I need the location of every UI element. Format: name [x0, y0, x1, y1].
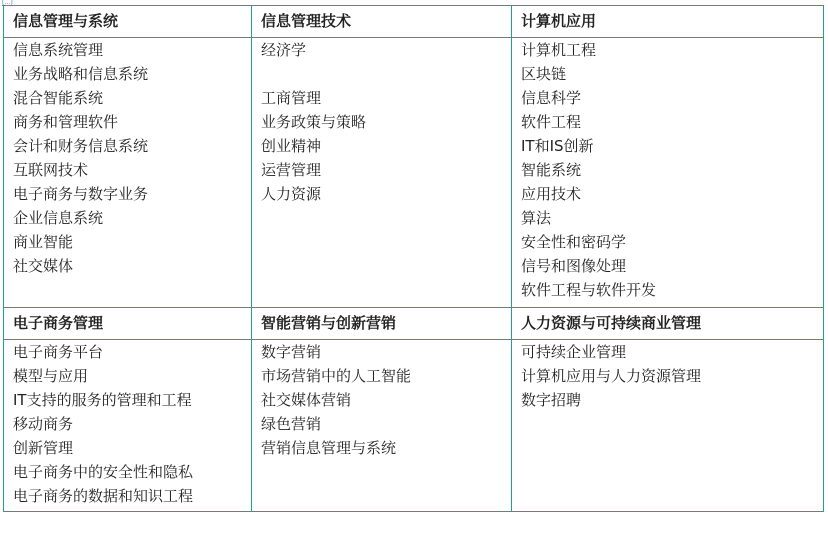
topic-item: 算法: [521, 209, 552, 227]
topic-item: 人力资源: [261, 185, 322, 203]
topic-item: 电子商务中的安全性和隐私: [13, 463, 194, 481]
topics-table: [3, 5, 824, 512]
topic-item: 创新管理: [13, 439, 74, 457]
topic-item: 电子商务平台: [13, 343, 104, 361]
column-header: 智能营销与创新营销: [252, 308, 512, 340]
topic-item: 信号和图像处理: [521, 257, 627, 275]
topic-item: 安全性和密码学: [521, 233, 627, 251]
corner-link-mark[interactable]: […]: [2, 0, 13, 6]
topic-item: 社交媒体营销: [261, 391, 352, 409]
topic-item: 智能系统: [521, 161, 582, 179]
topic-item: 工商管理: [261, 89, 322, 107]
topic-item: 计算机工程: [521, 41, 597, 59]
topic-item: 业务战略和信息系统: [13, 65, 149, 83]
column-header: 电子商务管理: [4, 308, 252, 340]
topic-item: 数字招聘: [521, 391, 582, 409]
topic-item: 软件工程: [521, 113, 582, 131]
topic-item: 计算机应用与人力资源管理: [521, 367, 702, 385]
topic-list: [252, 38, 512, 308]
column-header: 人力资源与可持续商业管理: [512, 308, 824, 340]
topic-item: 信息科学: [521, 89, 582, 107]
topic-item: 互联网技术: [13, 161, 89, 179]
topic-item: 营销信息管理与系统: [261, 439, 397, 457]
topic-item: 商务和管理软件: [13, 113, 119, 131]
topic-item: 业务政策与策略: [261, 113, 367, 131]
header-row-1: [4, 6, 824, 38]
topic-list: [4, 340, 252, 512]
topic-list: [512, 340, 824, 512]
topic-item: 模型与应用: [13, 367, 89, 385]
topic-item: IT和IS创新: [521, 137, 594, 155]
body-row-2: [4, 340, 824, 512]
topic-list: [4, 38, 252, 308]
column-header: 信息管理与系统: [4, 6, 252, 38]
topic-item: 社交媒体: [13, 257, 74, 275]
topic-item: 经济学: [261, 41, 307, 59]
topic-item: 软件工程与软件开发: [521, 281, 657, 299]
topic-item: IT支持的服务的管理和工程: [13, 391, 192, 409]
topic-item: 可持续企业管理: [521, 343, 627, 361]
column-header: 信息管理技术: [252, 6, 512, 38]
topic-list: [252, 340, 512, 512]
topic-list: [512, 38, 824, 308]
topic-item: 市场营销中的人工智能: [261, 367, 412, 385]
topic-item: 电子商务与数字业务: [13, 185, 149, 203]
header-row-2: [4, 308, 824, 340]
column-header: 计算机应用: [512, 6, 824, 38]
topic-item: 区块链: [521, 65, 567, 83]
topic-item: 信息系统管理: [13, 41, 104, 59]
topic-item: 数字营销: [261, 343, 322, 361]
topic-item: 会计和财务信息系统: [13, 137, 149, 155]
topic-item: 运营管理: [261, 161, 322, 179]
body-row-1: [4, 38, 824, 308]
topic-item: 应用技术: [521, 185, 582, 203]
topic-item: 移动商务: [13, 415, 74, 433]
topic-item: 电子商务的数据和知识工程: [13, 487, 194, 505]
topic-item: [261, 62, 502, 86]
topic-item: 商业智能: [13, 233, 74, 251]
topic-item: 混合智能系统: [13, 89, 104, 107]
topic-item: 企业信息系统: [13, 209, 104, 227]
topic-item: 创业精神: [261, 137, 322, 155]
topic-item: 绿色营销: [261, 415, 322, 433]
